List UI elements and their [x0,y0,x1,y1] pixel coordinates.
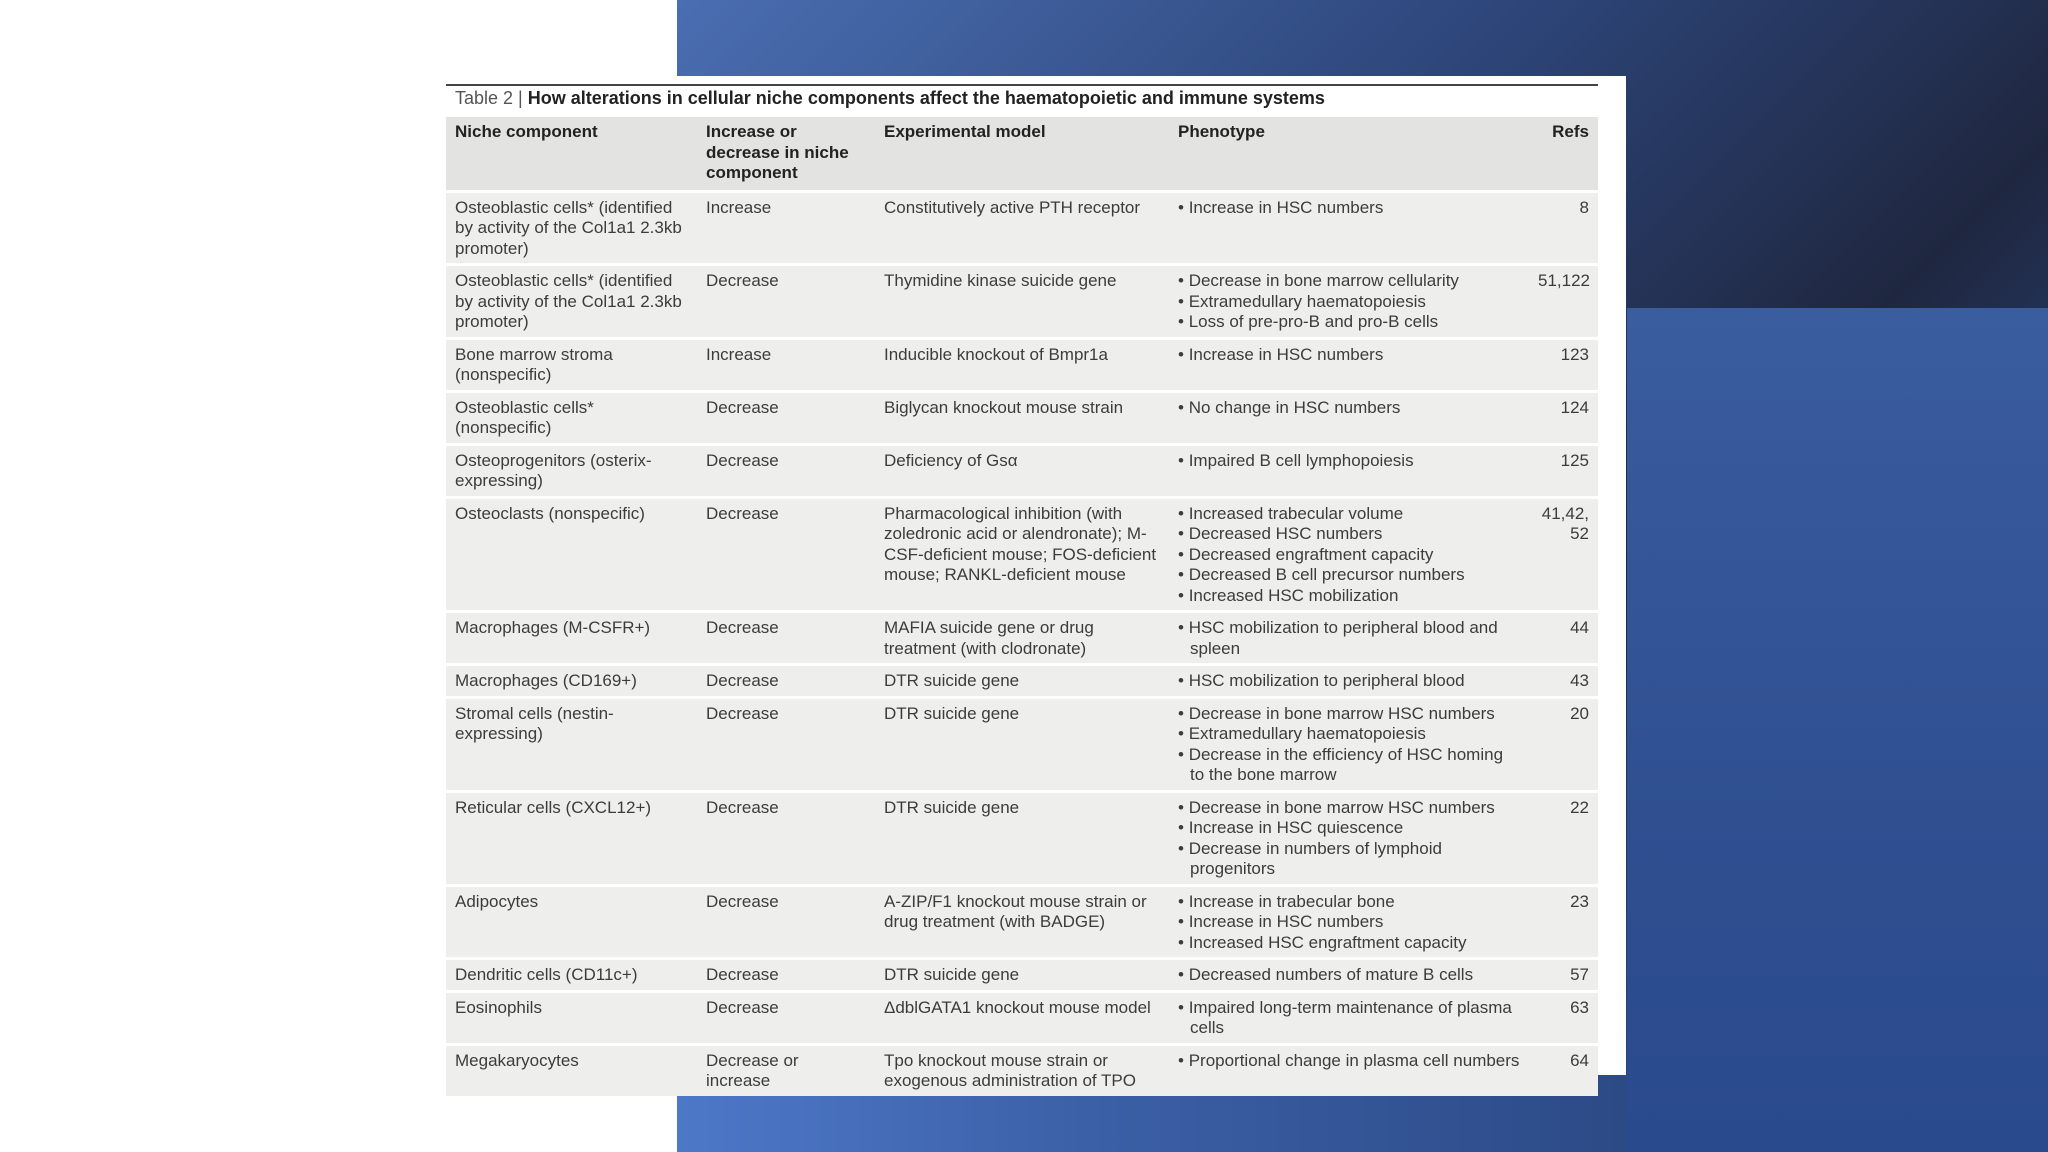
cell-refs: 8 [1529,191,1598,265]
cell-refs: 51,122 [1529,265,1598,339]
phenotype-item: • Decreased engraftment capacity [1178,545,1520,566]
cell-model: Deficiency of Gsα [875,444,1169,497]
cell-model: Biglycan knockout mouse strain [875,391,1169,444]
table-row [446,612,1598,665]
phenotype-item: • Decrease in bone marrow HSC numbers [1178,798,1520,819]
cell-phenotype [1169,665,1529,698]
phenotype-item: • Extramedullary haematopoiesis [1178,292,1520,313]
cell-phenotype [1169,791,1529,885]
cell-component: Reticular cells (CXCL12+) [446,791,697,885]
cell-refs: 123 [1529,338,1598,391]
phenotype-list [1178,398,1520,419]
phenotype-list [1178,892,1520,954]
cell-refs: 41,42, 52 [1529,497,1598,612]
cell-component: Osteoblastic cells* (identified by activity of the Col1a1 2.3kb promoter) [446,265,697,339]
cell-change: Decrease [697,991,875,1044]
table-row [446,191,1598,265]
cell-component: Bone marrow stroma (nonspecific) [446,338,697,391]
phenotype-item: • Decreased HSC numbers [1178,524,1520,545]
table-row [446,665,1598,698]
header-experimental-model: Experimental model [875,117,1169,191]
cell-phenotype [1169,1044,1529,1096]
cell-change: Decrease [697,697,875,791]
cell-refs: 23 [1529,885,1598,959]
phenotype-list [1178,704,1520,786]
phenotype-item: • Proportional change in plasma cell numbers [1178,1051,1520,1072]
table-label: Table 2 | [455,88,523,108]
table-row [446,265,1598,339]
cell-phenotype [1169,612,1529,665]
cell-phenotype [1169,697,1529,791]
phenotype-item: • Increase in HSC quiescence [1178,818,1520,839]
phenotype-list [1178,271,1520,333]
cell-change: Decrease [697,391,875,444]
table-row [446,444,1598,497]
phenotype-list [1178,451,1520,472]
cell-component: Osteoprogenitors (osterix-expressing) [446,444,697,497]
cell-change: Decrease [697,791,875,885]
phenotype-list [1178,798,1520,880]
cell-refs: 125 [1529,444,1598,497]
header-niche-component: Niche component [446,117,697,191]
cell-change: Decrease [697,497,875,612]
phenotype-list [1178,198,1520,219]
cell-change: Increase [697,338,875,391]
cell-change: Increase [697,191,875,265]
phenotype-item: • Increased trabecular volume [1178,504,1520,525]
cell-phenotype [1169,391,1529,444]
phenotype-item: • Extramedullary haematopoiesis [1178,724,1520,745]
cell-change: Decrease [697,885,875,959]
cell-refs: 43 [1529,665,1598,698]
cell-phenotype [1169,497,1529,612]
header-refs: Refs [1529,117,1598,191]
phenotype-item: • Decrease in the efficiency of HSC homing to the bone marrow [1178,745,1520,786]
cell-refs: 63 [1529,991,1598,1044]
cell-phenotype [1169,444,1529,497]
cell-model: DTR suicide gene [875,697,1169,791]
phenotype-item: • Decrease in bone marrow HSC numbers [1178,704,1520,725]
cell-model: DTR suicide gene [875,959,1169,992]
cell-component: Macrophages (CD169+) [446,665,697,698]
cell-refs: 124 [1529,391,1598,444]
table-header-row [446,117,1598,191]
cell-phenotype [1169,959,1529,992]
table-row [446,497,1598,612]
cell-phenotype [1169,338,1529,391]
cell-change: Decrease [697,612,875,665]
cell-model: Constitutively active PTH receptor [875,191,1169,265]
cell-change: Decrease or increase [697,1044,875,1096]
phenotype-item: • Decreased B cell precursor numbers [1178,565,1520,586]
table-row [446,338,1598,391]
phenotype-item: • Increase in HSC numbers [1178,912,1520,933]
phenotype-item: • Decreased numbers of mature B cells [1178,965,1520,986]
table-row [446,1044,1598,1096]
cell-component: Macrophages (M-CSFR+) [446,612,697,665]
phenotype-item: • HSC mobilization to peripheral blood [1178,671,1520,692]
table-slide [446,76,1626,1090]
cell-refs: 22 [1529,791,1598,885]
cell-refs: 44 [1529,612,1598,665]
niche-table [446,117,1598,1096]
phenotype-item: • Increased HSC mobilization [1178,586,1520,607]
phenotype-list [1178,998,1520,1039]
phenotype-list [1178,345,1520,366]
cell-model: Tpo knockout mouse strain or exogenous administration of TPO [875,1044,1169,1096]
cell-change: Decrease [697,265,875,339]
cell-component: Osteoblastic cells* (nonspecific) [446,391,697,444]
phenotype-list [1178,671,1520,692]
cell-refs: 64 [1529,1044,1598,1096]
phenotype-item: • Increase in HSC numbers [1178,345,1520,366]
table-body [446,191,1598,1096]
cell-component: Megakaryocytes [446,1044,697,1096]
table-row [446,697,1598,791]
table-row [446,991,1598,1044]
cell-phenotype [1169,191,1529,265]
cell-component: Eosinophils [446,991,697,1044]
phenotype-list [1178,618,1520,659]
phenotype-item: • Increased HSC engraftment capacity [1178,933,1520,954]
cell-component: Adipocytes [446,885,697,959]
phenotype-item: • Decrease in bone marrow cellularity [1178,271,1520,292]
cell-model: Inducible knockout of Bmpr1a [875,338,1169,391]
cell-component: Stromal cells (nestin-expressing) [446,697,697,791]
header-change: Increase or decrease in niche component [697,117,875,191]
cell-model: MAFIA suicide gene or drug treatment (with clodronate) [875,612,1169,665]
cell-change: Decrease [697,665,875,698]
phenotype-item: • Decrease in numbers of lymphoid progenitors [1178,839,1520,880]
cell-model: Thymidine kinase suicide gene [875,265,1169,339]
cell-model: DTR suicide gene [875,791,1169,885]
cell-change: Decrease [697,444,875,497]
phenotype-item: • Impaired long-term maintenance of plasma cells [1178,998,1520,1039]
cell-phenotype [1169,991,1529,1044]
table-title: How alterations in cellular niche components affect the haematopoietic and immune systems [527,88,1325,108]
cell-model: ΔdblGATA1 knockout mouse model [875,991,1169,1044]
table-row [446,959,1598,992]
phenotype-list [1178,965,1520,986]
cell-refs: 20 [1529,697,1598,791]
phenotype-item: • Impaired B cell lymphopoiesis [1178,451,1520,472]
cell-model: A-ZIP/F1 knockout mouse strain or drug treatment (with BADGE) [875,885,1169,959]
cell-change: Decrease [697,959,875,992]
background-stripe [1627,308,2048,1152]
table-caption [455,88,1615,109]
cell-model: Pharmacological inhibition (with zoledronic acid or alendronate); M-CSF-deficient mouse; FOS-deficient mouse; RANKL-deficient mouse [875,497,1169,612]
header-phenotype: Phenotype [1169,117,1529,191]
caption-rule [446,84,1598,86]
cell-model: DTR suicide gene [875,665,1169,698]
cell-phenotype [1169,885,1529,959]
phenotype-item: • Increase in trabecular bone [1178,892,1520,913]
cell-component: Osteoblastic cells* (identified by activity of the Col1a1 2.3kb promoter) [446,191,697,265]
cell-component: Osteoclasts (nonspecific) [446,497,697,612]
phenotype-list [1178,1051,1520,1072]
cell-component: Dendritic cells (CD11c+) [446,959,697,992]
table-row [446,791,1598,885]
table-row [446,885,1598,959]
cell-refs: 57 [1529,959,1598,992]
phenotype-item: • HSC mobilization to peripheral blood and spleen [1178,618,1520,659]
phenotype-item: • Increase in HSC numbers [1178,198,1520,219]
phenotype-item: • Loss of pre-pro-B and pro-B cells [1178,312,1520,333]
phenotype-list [1178,504,1520,607]
phenotype-item: • No change in HSC numbers [1178,398,1520,419]
cell-phenotype [1169,265,1529,339]
table-row [446,391,1598,444]
